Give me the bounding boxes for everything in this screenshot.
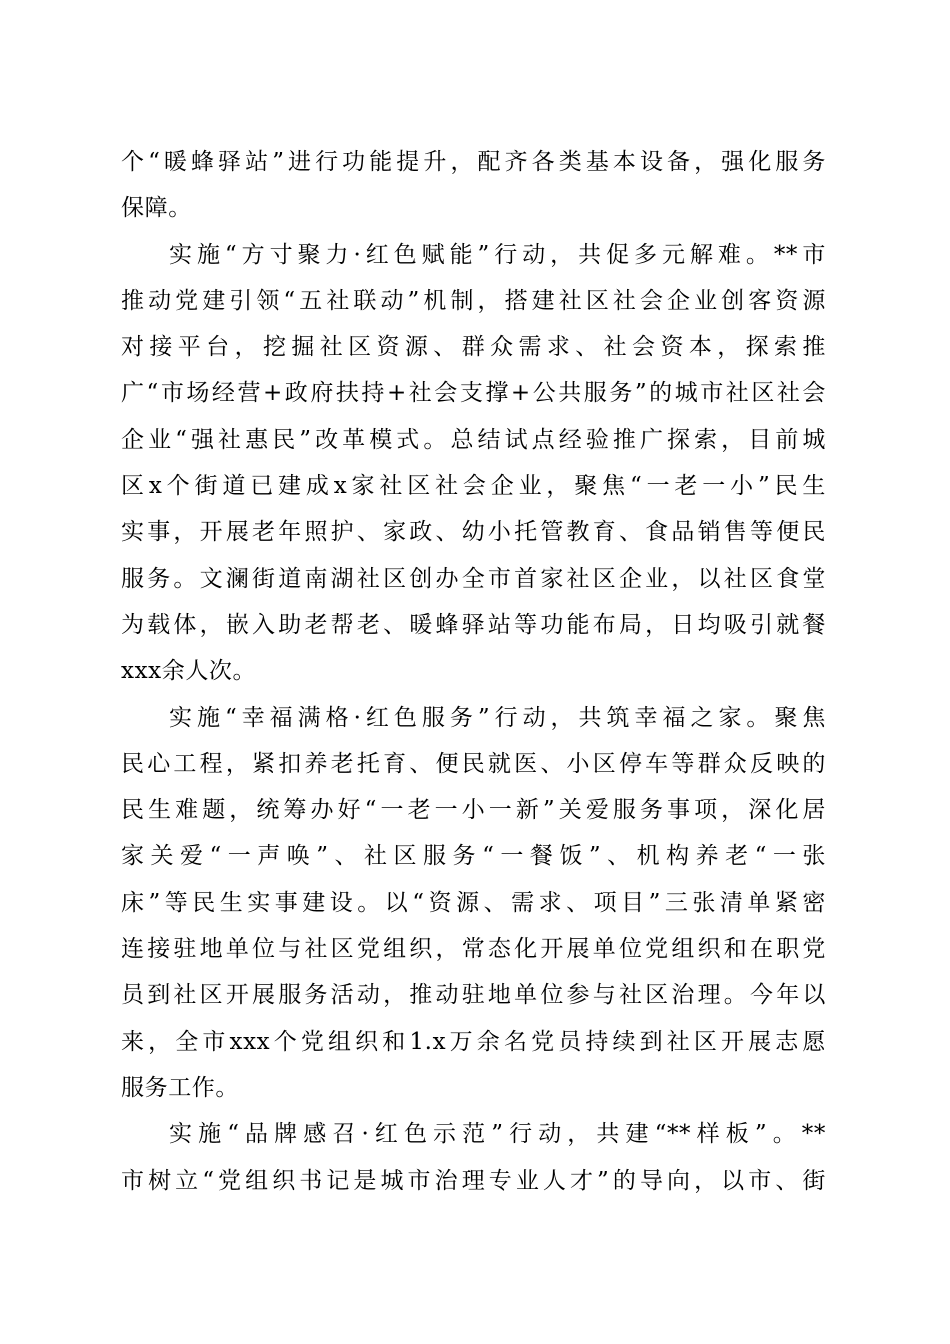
text-line: 区x个街道已建成x家社区社会企业，聚焦“一老一小”民生 (121, 473, 826, 500)
text-line: 实施“方寸聚力·红色赋能”行动，共促多元解难。**市 (169, 241, 826, 268)
text-line: 推动党建引领“五社联动”机制，搭建社区社会企业创客资源 (121, 287, 826, 314)
text-line: 服务。文澜街道南湖社区创办全市首家社区企业，以社区食堂 (121, 565, 826, 592)
text-line: 家关爱“一声唤”、社区服务“一餐饭”、机构养老“一张 (121, 843, 826, 870)
text-line: 民心工程，紧扣养老托育、便民就医、小区停车等群众反映的 (121, 750, 826, 777)
text-line: 床”等民生实事建设。以“资源、需求、项目”三张清单紧密 (121, 889, 826, 916)
text-line: 实事，开展老年照护、家政、幼小托管教育、食品销售等便民 (121, 519, 826, 546)
text-line: 对接平台，挖掘社区资源、群众需求、社会资本，探索推 (121, 334, 826, 361)
text-line: 实施“品牌感召·红色示范”行动，共建“**样板”。** (169, 1121, 826, 1148)
text-line: 员到社区开展服务活动，推动驻地单位参与社区治理。今年以 (121, 982, 826, 1009)
body-text (121, 139, 826, 1204)
text-line: 来，全市xxx个党组织和1.x万余名党员持续到社区开展志愿 (121, 1028, 826, 1055)
text-line: 民生难题，统筹办好“一老一小一新”关爱服务事项，深化居 (121, 797, 826, 824)
text-line: 为载体，嵌入助老帮老、暖蜂驿站等功能布局，日均吸引就餐 (121, 611, 826, 638)
text-line: 市树立“党组织书记是城市治理专业人才”的导向，以市、街 (121, 1167, 826, 1194)
paragraph-4 (121, 1111, 826, 1204)
paragraph-3 (121, 695, 826, 1112)
text-line: 企业“强社惠民”改革模式。总结试点经验推广探索，目前城 (121, 426, 826, 453)
paragraph-2 (121, 232, 826, 695)
text-line: 个“暖蜂驿站”进行功能提升，配齐各类基本设备，强化服务 (121, 149, 826, 175)
text-line: 保障。 (121, 195, 192, 222)
text-line: 实施“幸福满格·红色服务”行动，共筑幸福之家。聚焦 (169, 704, 826, 731)
paragraph-1 (121, 139, 826, 232)
text-line: 服务工作。 (121, 1074, 239, 1101)
text-line: 连接驻地单位与社区党组织，常态化开展单位党组织和在职党 (121, 936, 826, 963)
text-line: xxx余人次。 (121, 658, 257, 685)
text-line: 广“市场经营+政府扶持+社会支撑+公共服务”的城市社区社会 (121, 380, 826, 407)
